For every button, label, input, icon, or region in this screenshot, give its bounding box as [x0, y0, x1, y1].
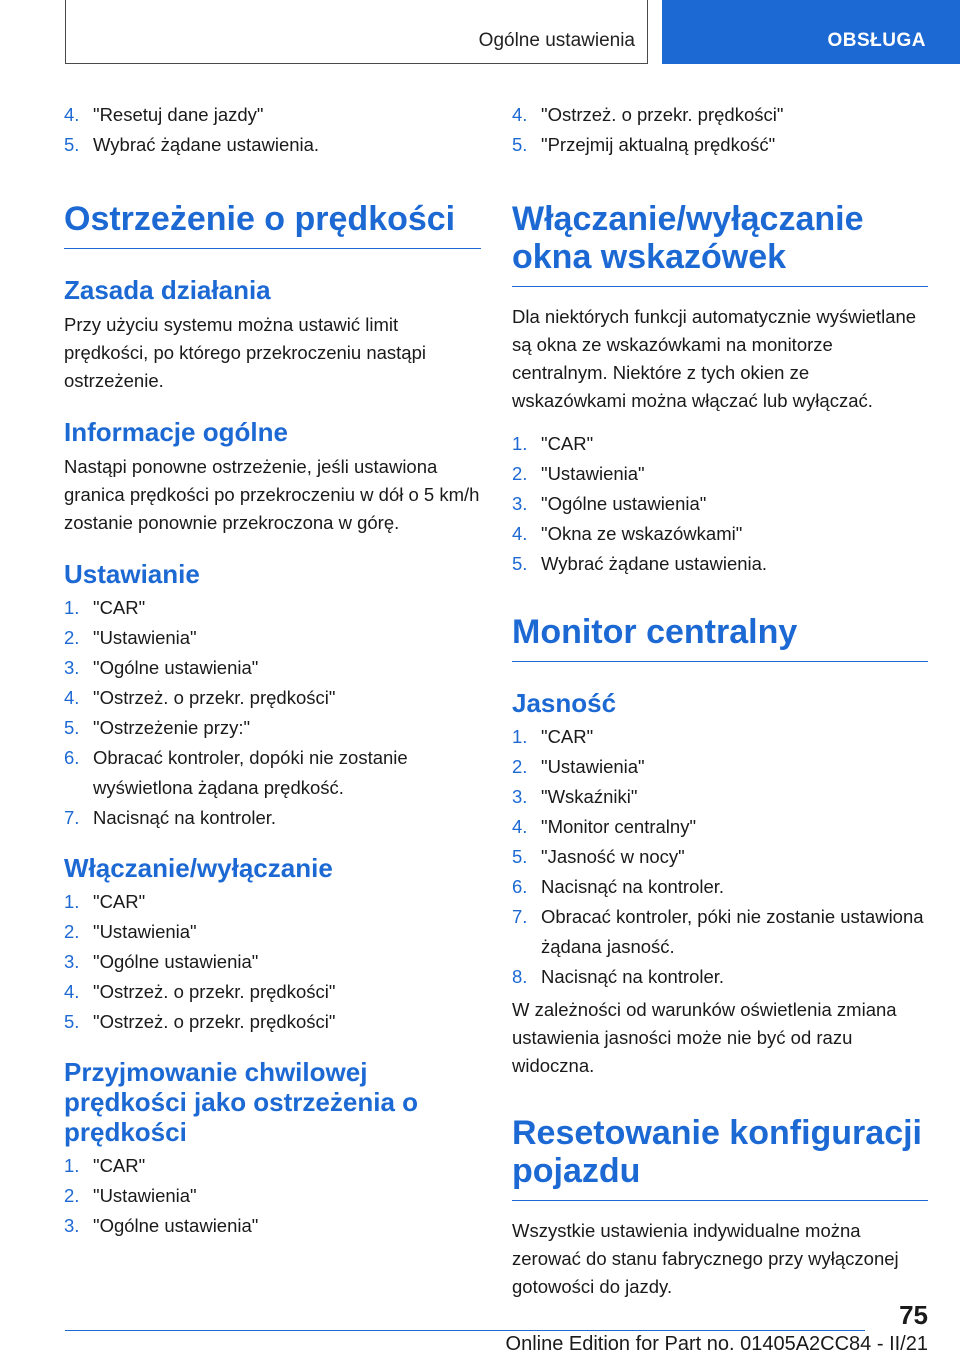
left-column	[64, 100, 481, 1241]
adopt-speed-list	[64, 1151, 481, 1241]
header-title: Ogólne ustawienia	[478, 30, 635, 51]
list-item	[64, 593, 481, 623]
list-item	[512, 722, 928, 752]
item-number: 6.	[64, 747, 80, 768]
left-intro-list	[64, 100, 481, 160]
item-number: 5.	[512, 553, 528, 574]
header-title-box	[65, 0, 648, 64]
item-text: "Ogólne ustawienia"	[541, 493, 707, 514]
list-item	[64, 1007, 481, 1037]
item-number: 2.	[512, 756, 528, 777]
list-item	[512, 872, 928, 902]
item-text: "CAR"	[541, 433, 594, 454]
item-number: 4.	[512, 104, 528, 125]
heading-adopt-speed: Przyjmowanie chwilowej prędkości jako ostrzeżenia o prędkości	[64, 1057, 419, 1147]
list-item	[64, 947, 481, 977]
item-text: "Ustawienia"	[541, 463, 645, 484]
page-number: 75	[899, 1300, 928, 1330]
item-text: "Ogólne ustawienia"	[93, 1215, 259, 1236]
item-text: Nacisnąć na kontroler.	[541, 876, 725, 897]
list-item	[64, 130, 481, 160]
item-text: "Ustawienia"	[93, 627, 197, 648]
heading-reset-config: Resetowanie konfiguracji pojazdu	[512, 1114, 928, 1201]
item-text: "Monitor centralny"	[541, 816, 697, 837]
reset-config-text: Wszystkie ustawienia indywidualne można zerować do stanu fabrycznego przy wyłączonej gotowości do jazdy.	[512, 1220, 899, 1297]
heading-brightness: Jasność	[512, 688, 617, 718]
list-item	[64, 743, 481, 803]
list-item	[512, 842, 928, 872]
item-text: "Ostrzeż. o przekr. prędkości"	[93, 981, 336, 1002]
item-number: 1.	[64, 891, 80, 912]
item-text: Obracać kontroler, dopóki nie zostanie wyświetlona żądana prędkość.	[93, 747, 408, 798]
footer-edition: Online Edition for Part no. 01405A2CC84 - II/21	[505, 1333, 928, 1355]
hint-windows-text: Dla niektórych funkcji automatycznie wyświetlane są okna ze wskazówkami na monitorze centralnym. Niektóre z tych okien ze wskazówkami można włączać lub wyłączać.	[512, 306, 917, 411]
list-item	[512, 902, 928, 962]
heading-central-monitor: Monitor centralny	[512, 613, 928, 662]
item-text: "CAR"	[93, 891, 146, 912]
heading-hint-windows: Włączanie/wyłączanie okna wskazówek	[512, 200, 928, 287]
list-item	[64, 803, 481, 833]
item-text: "Okna ze wskazówkami"	[541, 523, 743, 544]
list-item	[512, 549, 928, 579]
hint-windows-list	[512, 429, 928, 579]
item-number: 7.	[512, 906, 528, 927]
item-number: 1.	[64, 597, 80, 618]
list-item	[512, 519, 928, 549]
item-number: 4.	[64, 687, 80, 708]
item-number: 5.	[512, 846, 528, 867]
item-text: "Ostrzeżenie przy:"	[93, 717, 251, 738]
header-section: OBSŁUGA	[827, 30, 926, 51]
item-number: 5.	[64, 717, 80, 738]
brightness-list	[512, 722, 928, 992]
heading-on-off: Włączanie/wyłączanie	[64, 853, 333, 883]
item-text: "Ogólne ustawienia"	[93, 657, 259, 678]
item-text: "Przejmij aktualną prędkość"	[541, 134, 776, 155]
item-number: 6.	[512, 876, 528, 897]
item-text: "Ustawienia"	[541, 756, 645, 777]
item-text: "CAR"	[93, 1155, 146, 1176]
list-item	[512, 782, 928, 812]
item-number: 2.	[64, 1185, 80, 1206]
item-text: "Ustawienia"	[93, 1185, 197, 1206]
item-text: "Ostrzeż. o przekr. prędkości"	[541, 104, 784, 125]
footer-divider	[65, 1330, 865, 1331]
heading-general-info: Informacje ogólne	[64, 417, 288, 447]
item-number: 3.	[512, 493, 528, 514]
item-number: 1.	[512, 726, 528, 747]
item-number: 1.	[512, 433, 528, 454]
item-number: 2.	[512, 463, 528, 484]
list-item	[64, 887, 481, 917]
general-info-text: Nastąpi ponowne ostrzeżenie, jeśli ustawiona granica prędkości po przekroczeniu w dół o 5 km/h zostanie ponownie przekroczona w górę.	[64, 456, 480, 533]
item-text: Nacisnąć na kontroler.	[93, 807, 277, 828]
item-number: 3.	[512, 786, 528, 807]
right-column	[512, 100, 928, 1301]
item-text: "Resetuj dane jazdy"	[93, 104, 264, 125]
list-item	[512, 752, 928, 782]
heading-setting: Ustawianie	[64, 559, 200, 589]
item-number: 1.	[64, 1155, 80, 1176]
item-text: "CAR"	[541, 726, 594, 747]
heading-principle: Zasada działania	[64, 275, 271, 305]
list-item	[512, 962, 928, 992]
item-text: Wybrać żądane ustawienia.	[93, 134, 320, 155]
item-number: 4.	[64, 104, 80, 125]
item-number: 5.	[512, 134, 528, 155]
list-item	[64, 100, 481, 130]
item-text: Obracać kontroler, póki nie zostanie ustawiona żądana jasność.	[541, 906, 924, 957]
list-item	[64, 653, 481, 683]
list-item	[64, 1151, 481, 1181]
item-text: "Ogólne ustawienia"	[93, 951, 259, 972]
list-item	[512, 812, 928, 842]
list-item	[512, 459, 928, 489]
list-item	[512, 130, 928, 160]
item-number: 4.	[64, 981, 80, 1002]
brightness-note: W zależności od warunków oświetlenia zmiana ustawienia jasności może nie być od razu widoczna.	[512, 999, 897, 1076]
list-item	[64, 683, 481, 713]
list-item	[512, 429, 928, 459]
item-number: 3.	[64, 1215, 80, 1236]
item-number: 3.	[64, 951, 80, 972]
principle-text: Przy użyciu systemu można ustawić limit prędkości, po którego przekroczeniu nastąpi ostrzeżenie.	[64, 314, 426, 391]
item-number: 3.	[64, 657, 80, 678]
item-number: 7.	[64, 807, 80, 828]
on-off-list	[64, 887, 481, 1037]
item-text: "CAR"	[93, 597, 146, 618]
list-item	[64, 917, 481, 947]
list-item	[64, 977, 481, 1007]
item-text: Nacisnąć na kontroler.	[541, 966, 725, 987]
item-text: "Wskaźniki"	[541, 786, 638, 807]
item-text: "Ustawienia"	[93, 921, 197, 942]
item-number: 4.	[512, 523, 528, 544]
item-number: 5.	[64, 134, 80, 155]
list-item	[512, 100, 928, 130]
heading-speed-warning: Ostrzeżenie o prędkości	[64, 200, 481, 249]
list-item	[512, 489, 928, 519]
item-number: 2.	[64, 921, 80, 942]
item-number: 8.	[512, 966, 528, 987]
item-number: 2.	[64, 627, 80, 648]
list-item	[64, 713, 481, 743]
item-text: "Ostrzeż. o przekr. prędkości"	[93, 687, 336, 708]
item-number: 4.	[512, 816, 528, 837]
list-item	[64, 1211, 481, 1241]
list-item	[64, 623, 481, 653]
header-section-box	[662, 0, 960, 64]
item-text: Wybrać żądane ustawienia.	[541, 553, 768, 574]
setting-list	[64, 593, 481, 833]
list-item	[64, 1181, 481, 1211]
item-number: 5.	[64, 1011, 80, 1032]
item-text: "Ostrzeż. o przekr. prędkości"	[93, 1011, 336, 1032]
right-intro-list	[512, 100, 928, 160]
item-text: "Jasność w nocy"	[541, 846, 685, 867]
